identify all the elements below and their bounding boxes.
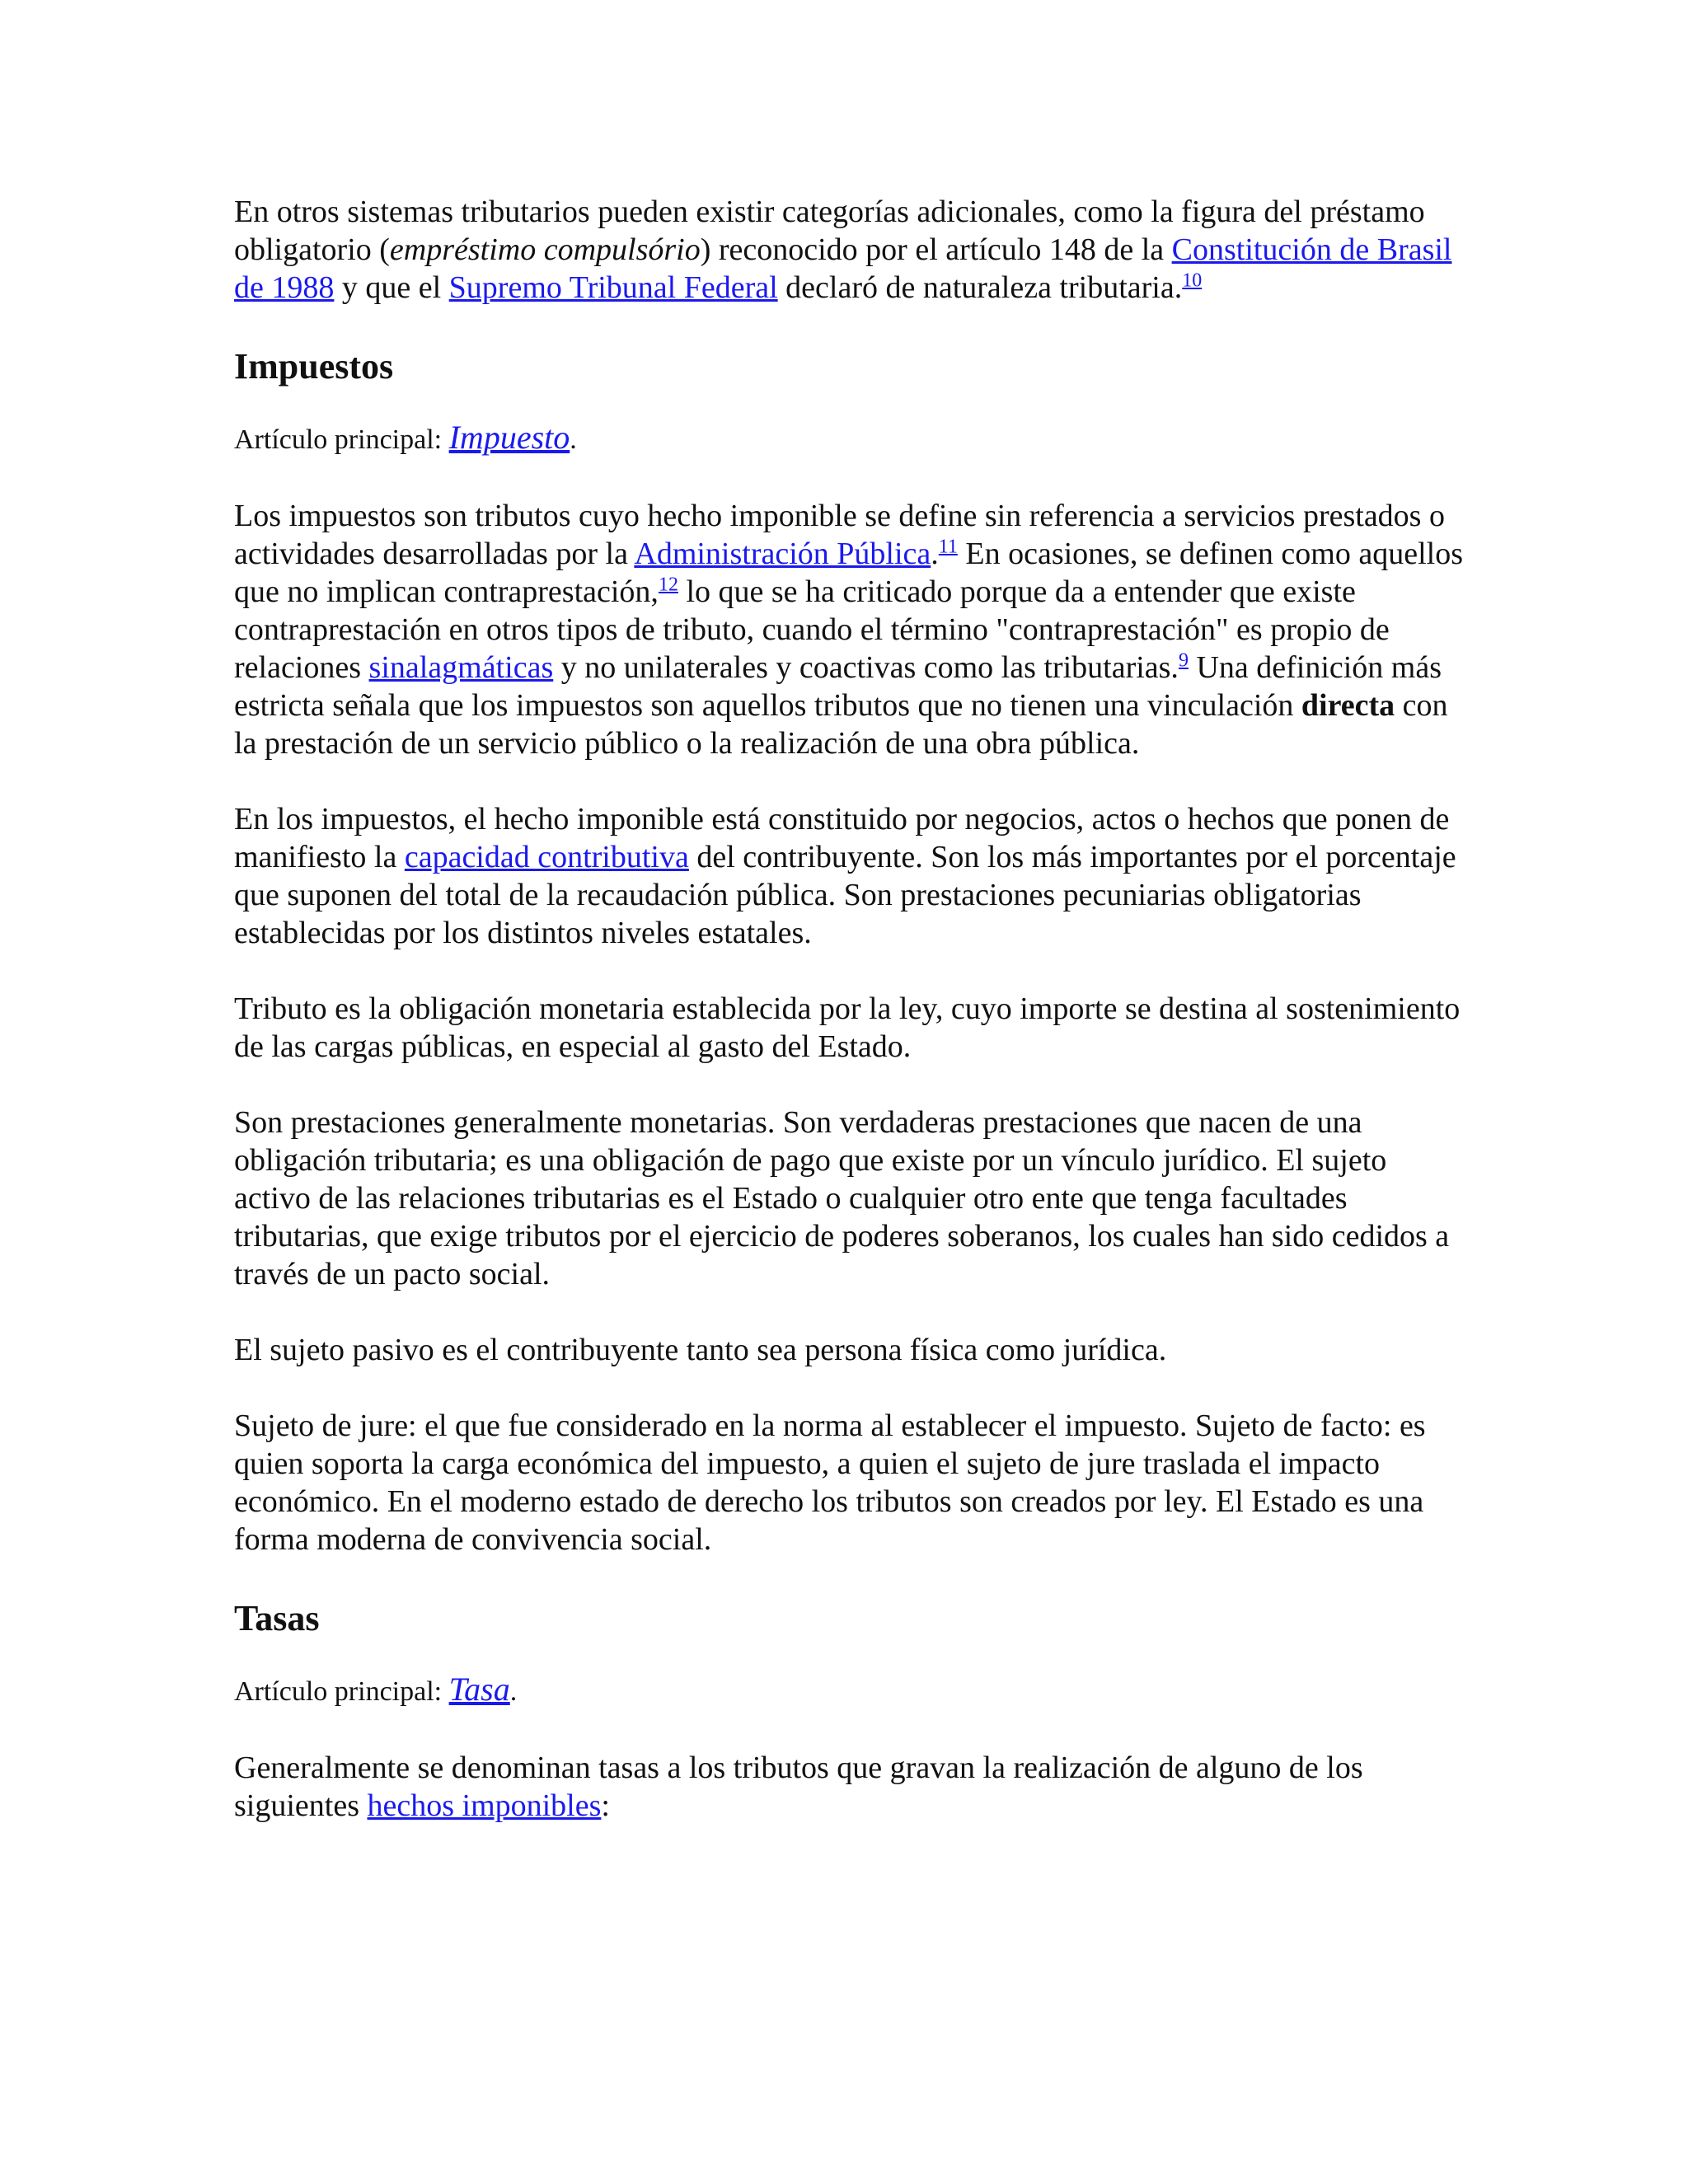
- footnote-link-11[interactable]: 11: [938, 536, 958, 558]
- impuestos-paragraph-1: Los impuestos son tributos cuyo hecho imponible se define sin referencia a servicios prestados o actividades desarrolladas por la Administración Pública.$^{11}$ En ocasiones, se definen como aquellos que no implican contraprestación,$^{12}$ lo que se ha criticado porque da a entender que existe contraprestación en otros tipos de tributo, cuando el término "contraprestación" es propio de relaciones sinalagmáticas y no unilaterales y coactivas como las tributarias.$^9$ Una definición más estricta señala que los impuestos son aquellos tributos que no tienen una vinculación directa con la prestación de un servicio público o la realización de una obra pública.: [234, 499, 1463, 761]
- link-hechos-imponibles[interactable]: hechos imponibles: [367, 1788, 602, 1823]
- impuestos-paragraph-5: El sujeto pasivo es el contribuyente tanto sea persona física como jurídica.: [234, 1333, 1167, 1367]
- intro-paragraph: En otros sistemas tributarios pueden existir categorías adicionales, como la figura del préstamo obligatorio (empréstimo compulsório) reconocido por el artículo 148 de la Constitución de Brasil de 1988 y que el Supremo Tribunal Federal declaró de naturaleza tributaria.$^{10}$: [234, 194, 1452, 305]
- footnote-ref-12: [659, 574, 678, 595]
- impuestos-paragraph-4: Son prestaciones generalmente monetarias. Son verdaderas prestaciones que nacen de una obligación tributaria; es una obligación de pago que existe por un vínculo jurídico. El sujeto activo de las relaciones tributarias es el Estado o cualquier otro ente que tenga facultades tributarias, que exige tributos por el ejercicio de poderes soberanos, los cuales han sido cedidos a través de un pacto social.: [234, 1105, 1450, 1291]
- link-supremo-tribunal[interactable]: Supremo Tribunal Federal: [448, 270, 778, 305]
- link-constitucion-brasil[interactable]: Constitución de Brasil de 1988: [234, 232, 1452, 305]
- main-article-note-impuestos: Artículo principal: Impuesto.: [234, 419, 577, 456]
- tasas-paragraph-1: Generalmente se denominan tasas a los tributos que gravan la realización de alguno de los siguientes hechos imponibles:: [234, 1750, 1363, 1823]
- document-body: [234, 193, 1470, 1863]
- impuestos-paragraph-6: Sujeto de jure: el que fue considerado en la norma al establecer el impuesto. Sujeto de facto: es quien soporta la carga económica del impuesto, a quien el sujeto de jure traslada el impacto económico. En el moderno estado de derecho los tributos son creados por ley. El Estado es una forma moderna de convivencia social.: [234, 1408, 1426, 1557]
- link-impuesto[interactable]: Impuesto: [448, 419, 570, 456]
- impuestos-paragraph-2: En los impuestos, el hecho imponible está constituido por negocios, actos o hechos que ponen de manifiesto la capacidad contributiva del contribuyente. Son los más importantes por el porcentaje que suponen del total de la recaudación pública. Son prestaciones pecuniarias obligatorias establecidas por los distintos niveles estatales.: [234, 802, 1456, 950]
- link-administracion-publica[interactable]: Administración Pública: [634, 537, 931, 571]
- footnote-ref-10: [1182, 269, 1202, 291]
- main-article-note-tasas: Artículo principal: Tasa.: [234, 1671, 518, 1708]
- footnote-ref-11: [939, 536, 958, 557]
- footnote-link-10[interactable]: 10: [1182, 269, 1203, 292]
- link-capacidad-contributiva[interactable]: capacidad contributiva: [404, 840, 689, 874]
- footnote-ref-9: [1179, 649, 1189, 671]
- link-sinalagmaticas[interactable]: sinalagmáticas: [368, 650, 554, 685]
- intro-italic-term: empréstimo compulsório: [389, 232, 701, 267]
- impuestos-paragraph-3: Tributo es la obligación monetaria establecida por la ley, cuyo importe se destina al sostenimiento de las cargas públicas, en especial al gasto del Estado.: [234, 991, 1461, 1064]
- footnote-link-12[interactable]: 12: [658, 574, 678, 596]
- bold-term-directa: directa: [1301, 688, 1395, 723]
- heading-tasas: Tasas: [234, 1598, 320, 1638]
- heading-impuestos: Impuestos: [234, 346, 394, 387]
- link-tasa[interactable]: Tasa: [448, 1671, 510, 1708]
- footnote-link-9[interactable]: 9: [1178, 649, 1189, 672]
